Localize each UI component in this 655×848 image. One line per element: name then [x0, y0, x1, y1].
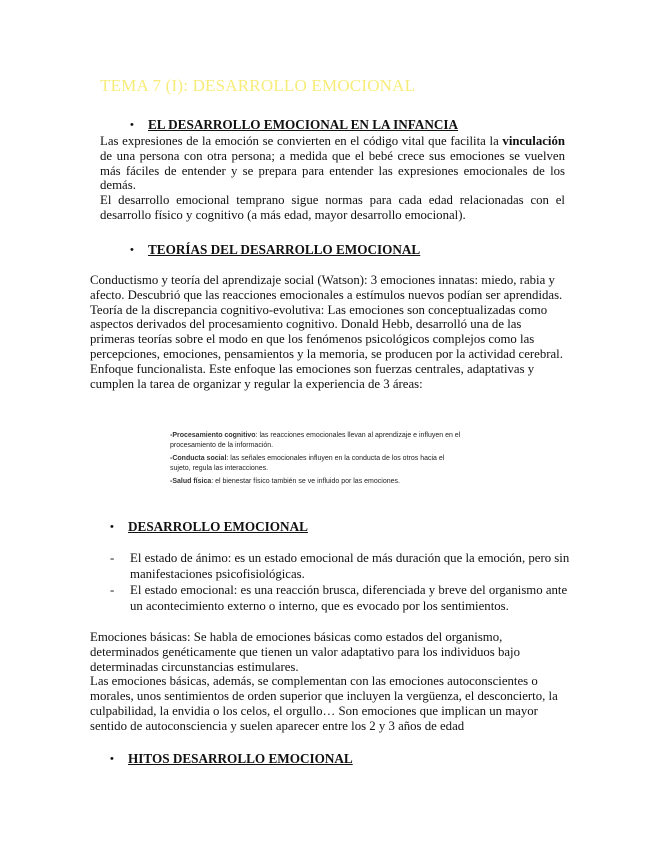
teorias-paragraph-1: Conductismo y teoría del aprendizaje social (Watson): 3 emociones innatas: miedo, rabia y afecto. Descubrió que las reacciones emocionales a estímulos nuevos podían ser aprendidas. — [90, 273, 563, 302]
infancia-text — [100, 134, 565, 223]
image-item: -Procesamiento cognitivo: las reacciones emocionales llevan al aprendizaje e influyen en el procesamiento de la información. — [170, 432, 461, 449]
section-heading-infancia: EL DESARROLLO EMOCIONAL EN LA INFANCIA — [148, 117, 459, 132]
section-heading-desarrollo: DESARROLLO EMOCIONAL — [128, 519, 308, 534]
infancia-paragraph-2: El desarrollo emocional temprano sigue normas para cada edad relacionadas con el desarrollo físico y cognitivo (a más edad, mayor desarrollo emocional). — [100, 193, 565, 222]
section-heading-teorias: TEORÍAS DEL DESARROLLO EMOCIONAL — [148, 242, 421, 257]
bullet: • — [130, 119, 134, 131]
desarrollo-text — [90, 630, 568, 734]
bullet: • — [130, 244, 134, 256]
teorias-paragraph-2: Teoría de la discrepancia cognitivo-evolutiva: Las emociones son conceptualizadas como aspectos derivados del procesamiento cognitivo. Donald Hebb, desarrolló una de las primeras teorías sobre el modo en que los fenómenos psicológicos complejos como las percepciones, emociones, pensamientos y la memoria, se producen por la actividad cerebral. — [90, 302, 563, 361]
infancia-paragraph-1: Las expresiones de la emoción se convierten en el código vital que facilita la vinculación de una persona con otra persona; a medida que el bebé crece sus emociones se vuelven más fáciles de entender y se prepara para entender las expresiones emocionales de los demás. — [100, 134, 565, 193]
bullet: • — [110, 753, 114, 765]
teorias-paragraph-3: Enfoque funcionalista. Este enfoque las emociones son fuerzas centrales, adaptativas y cumplen la tarea de organizar y regular la experiencia de 3 áreas: — [90, 361, 535, 391]
image-item: -Salud física: el bienestar físico también se ve influido por las emociones. — [170, 478, 400, 485]
bullet: • — [110, 521, 114, 533]
desarrollo-paragraph-1: Emociones básicas: Se habla de emociones básicas como estados del organismo, determinados genéticamente que tienen un valor adaptativo para los individuos bajo determinadas circunstancias estimulares. — [90, 630, 520, 674]
desarrollo-paragraph-2: Las emociones básicas, además, se complementan con las emociones autoconscientes o morales, unos sentimientos de orden superior que incluyen la vergüenza, el desconcierto, la culpabilidad, la envidia o los celos, el orgullo… Son emociones que implican un mayor sentido de autoconsciencia y suelen aparecer entre los 2 y 3 años de edad — [90, 674, 558, 733]
teorias-text — [90, 273, 568, 391]
section-heading-hitos: HITOS DESARROLLO EMOCIONAL — [128, 751, 353, 766]
document-title: TEMA 7 (I): DESARROLLO EMOCIONAL — [100, 76, 416, 95]
image-item: -Conducta social: las señales emocionales influyen en la conducta de los otros hacia el sujeto, regula las interacciones. — [170, 455, 445, 472]
embedded-image-areas — [170, 431, 465, 495]
bold-term: vinculación — [502, 134, 565, 148]
